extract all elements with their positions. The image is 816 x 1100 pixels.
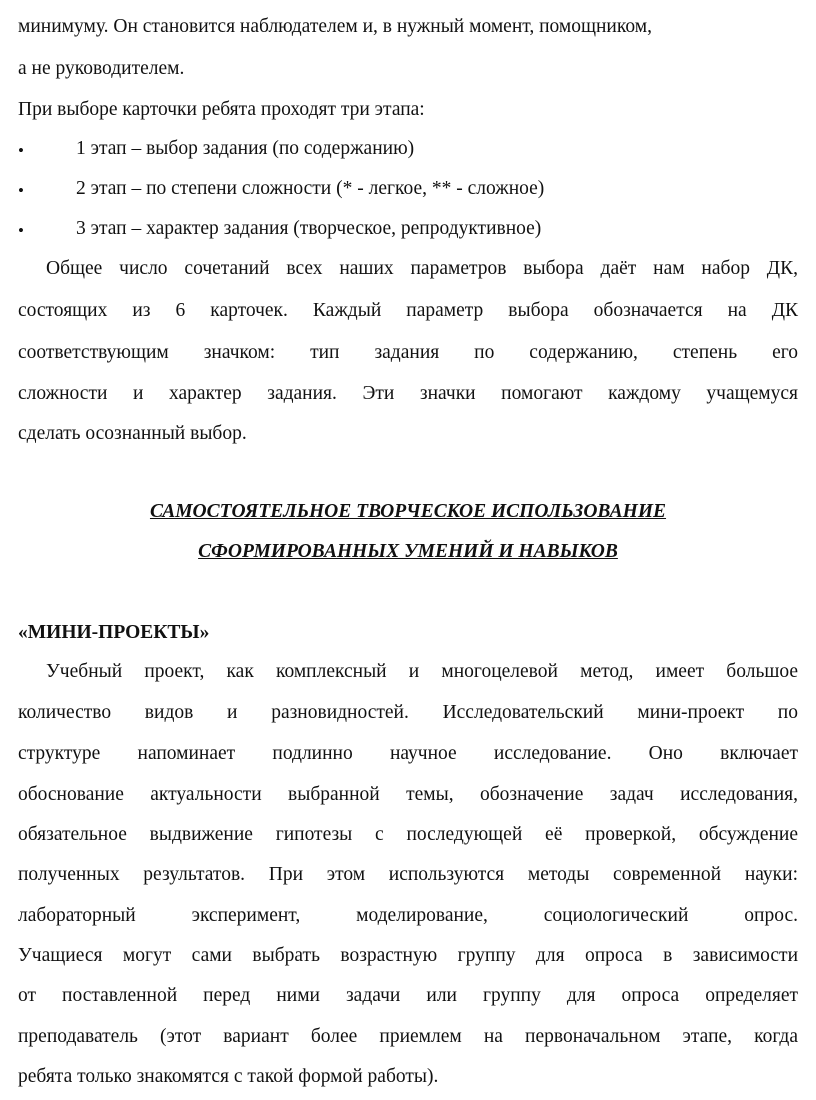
cards-line-1: Общее число сочетаний всех наших параметров выбора даёт нам набор ДК, (46, 258, 798, 279)
cards-line-4: сложности и характер задания. Эти значки помогают каждому учащемуся (18, 383, 798, 404)
projects-line-8: Учащиеся могут сами выбрать возрастную группу для опроса в зависимости (18, 945, 798, 966)
projects-line-10: преподаватель (этот вариант более приемлем на первоначальном этапе, когда (18, 1026, 798, 1047)
projects-line-5: обязательное выдвижение гипотезы с последующей её проверкой, обсуждение (18, 824, 798, 845)
cards-line-5: сделать осознанный выбор. (18, 423, 247, 444)
section-heading-line-1: САМОСТОЯТЕЛЬНОЕ ТВОРЧЕСКОЕ ИСПОЛЬЗОВАНИЕ (149, 501, 667, 522)
bullet-icon: • (18, 141, 24, 160)
stages-intro: При выборе карточки ребята проходят три этапа: (18, 99, 425, 120)
projects-line-3: структуре напоминает подлинно научное исследование. Оно включает (18, 743, 798, 764)
cards-line-2: состоящих из 6 карточек. Каждый параметр выбора обозначается на ДК (18, 300, 798, 321)
cards-line-3: соответствующим значком: тип задания по содержанию, степень его (18, 342, 798, 363)
stage-2-text: 2 этап – по степени сложности (* - легкое, ** - сложное) (76, 178, 545, 199)
stage-1-text: 1 этап – выбор задания (по содержанию) (76, 138, 415, 159)
projects-line-9: от поставленной перед ними задачи или группу для опроса определяет (18, 985, 798, 1006)
subheading-mini-projects: «МИНИ-ПРОЕКТЫ» (18, 622, 210, 643)
stage-3-text: 3 этап – характер задания (творческое, репродуктивное) (76, 218, 542, 239)
projects-line-6: полученных результатов. При этом используются методы современной науки: (18, 864, 798, 885)
bullet-icon: • (18, 181, 24, 200)
intro-line-1: минимуму. Он становится наблюдателем и, в нужный момент, помощником, (18, 16, 652, 37)
projects-line-4: обоснование актуальности выбранной темы, обозначение задач исследования, (18, 784, 798, 805)
intro-line-2: а не руководителем. (18, 58, 185, 79)
projects-line-7: лабораторный эксперимент, моделирование, социологический опрос. (18, 905, 798, 926)
projects-line-2: количество видов и разновидностей. Исследовательский мини-проект по (18, 702, 798, 723)
projects-line-1: Учебный проект, как комплексный и многоцелевой метод, имеет большое (46, 661, 798, 682)
projects-line-11: ребята только знакомятся с такой формой работы). (18, 1066, 439, 1087)
bullet-icon: • (18, 221, 24, 240)
section-heading-line-2: СФОРМИРОВАННЫХ УМЕНИЙ И НАВЫКОВ (198, 541, 618, 562)
